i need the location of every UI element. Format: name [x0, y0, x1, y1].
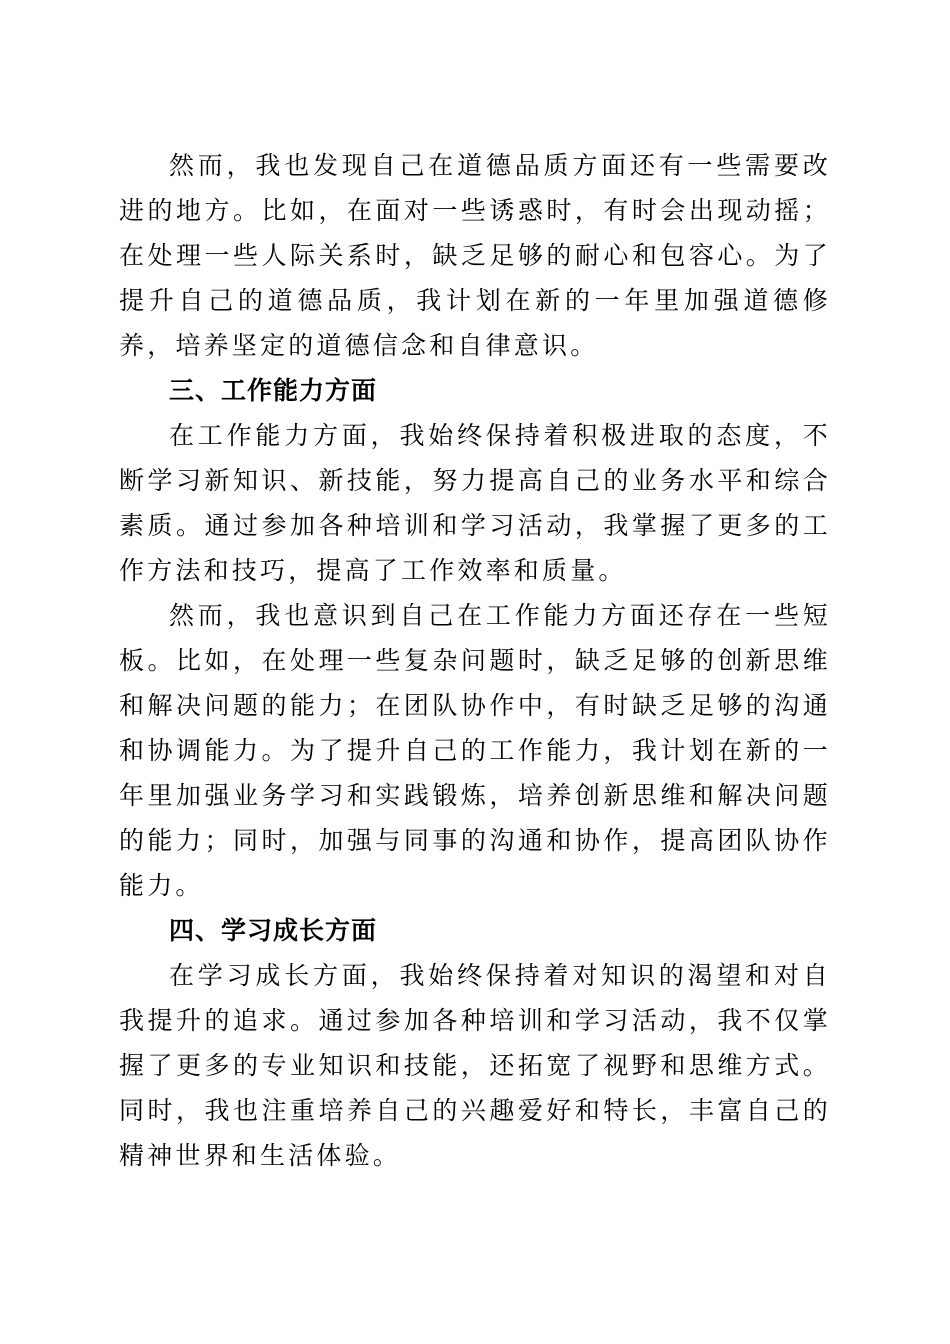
document-page [119, 143, 831, 1178]
section-heading-learning-growth: 四、学习成长方面 [169, 916, 378, 945]
paragraph-work-ability: 在工作能力方面，我始终保持着积极进取的态度，不断学习新知识、新技能，努力提高自己的业务水平和综合素质。通过参加各种培训和学习活动，我掌握了更多的工作方法和技巧，提高了工作效率和质量。 [119, 421, 831, 585]
paragraph-work-shortcomings: 然而，我也意识到自己在工作能力方面还存在一些短板。比如，在处理一些复杂问题时，缺乏足够的创新思维和解决问题的能力；在团队协作中，有时缺乏足够的沟通和协调能力。为了提升自己的工作能力，我计划在新的一年里加强业务学习和实践锻炼，培养创新思维和解决问题的能力；同时，加强与同事的沟通和协作，提高团队协作能力。 [119, 601, 831, 900]
section-heading-work-ability: 三、工作能力方面 [169, 376, 378, 405]
paragraph-learning-growth: 在学习成长方面，我始终保持着对知识的渴望和对自我提升的追求。通过参加各种培训和学习活动，我不仅掌握了更多的专业知识和技能，还拓宽了视野和思维方式。同时，我也注重培养自己的兴趣爱好和特长，丰富自己的精神世界和生活体验。 [119, 961, 831, 1170]
paragraph-moral-improvement: 然而，我也发现自己在道德品质方面还有一些需要改进的地方。比如，在面对一些诱惑时，有时会出现动摇；在处理一些人际关系时，缺乏足够的耐心和包容心。为了提升自己的道德品质，我计划在新的一年里加强道德修养，培养坚定的道德信念和自律意识。 [119, 151, 831, 360]
